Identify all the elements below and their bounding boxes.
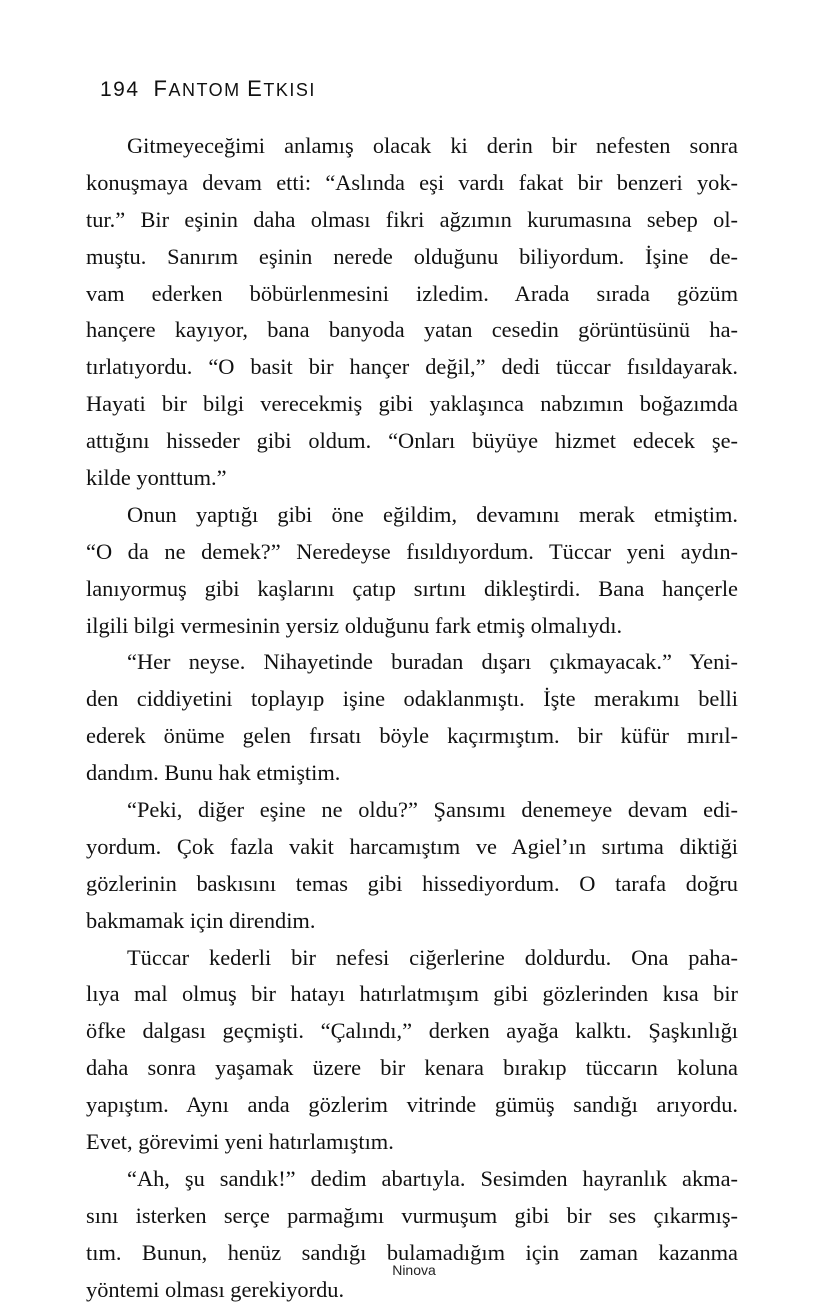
book-title-rest-1: ANTOM [168,80,248,100]
text-line: hançere kayıyor, bana banyoda yatan cesedin görüntüsünü ha- [86,317,738,343]
text-line: daha sonra yaşamak üzere bir kenara bırakıp tüccarın koluna [86,1055,738,1081]
text-line: den ciddiyetini toplayıp işine odaklanmıştı. İşte merakımı belli [86,686,738,712]
text-line: “Ah, şu sandık!” dedim abartıyla. Sesimden hayranlık akma- [127,1165,738,1191]
text-line: “Peki, diğer eşine ne oldu?” Şansımı denemeye devam edi- [127,797,738,823]
text-line: lıya mal olmuş bir hatayı hatırlatmışım gibi gözlerinden kısa bir [86,981,738,1007]
publisher-footer: Ninova [392,1262,436,1278]
text-line: Gitmeyeceğimi anlamış olacak ki derin bir nefesten sonra [127,133,738,158]
text-line: “Her neyse. Nihayetinde buradan dışarı çıkmayacak.” Yeni- [127,649,738,675]
page-number: 194 [100,78,140,101]
text-line: sını isterken serçe parmağımı vurmuşum gibi bir ses çıkarmış- [86,1202,738,1228]
text-line: “O da ne demek?” Neredeyse fısıldıyordum. Tüccar yeni aydın- [86,538,738,564]
text-line: bakmamak için direndim. [86,907,316,933]
text-line: tım. Bunun, henüz sandığı bulamadığım için zaman kazanma [86,1239,738,1265]
book-title-initial-1: F [153,76,169,101]
text-line: Hayati bir bilgi verecekmiş gibi yaklaşınca nabzımın boğazımda [86,391,738,417]
text-line: konuşmaya devam etti: “Aslında eşi vardı fakat bir benzeri yok- [86,169,738,195]
text-line: Onun yaptığı gibi öne eğildim, devamını merak etmiştim. [127,501,738,527]
text-line: yöntemi olması gerekiyordu. [86,1276,345,1302]
text-line: yapıştım. Aynı anda gözlerim vitrinde gümüş sandığı arıyordu. [86,1092,738,1118]
text-line: attığını hisseder gibi oldum. “Onları büyüye hizmet edecek şe- [86,428,738,454]
text-line: ilgili bilgi vermesinin yersiz olduğunu fark etmiş olmalıydı. [86,612,623,638]
body-text [86,128,738,1309]
text-line: öfke dalgası geçmişti. “Çalındı,” derken ayağa kalktı. Şaşkınlığı [86,1018,738,1044]
running-head [100,76,316,102]
text-line: lanıyormuş gibi kaşlarını çatıp sırtını dikleştirdi. Bana hançerle [86,575,738,601]
text-line: gözlerinin baskısını temas gibi hissediyordum. O tarafa doğru [86,870,738,896]
text-line: yordum. Çok fazla vakit harcamıştım ve Agiel’ın sırtıma diktiği [86,833,738,859]
book-title-initial-2: E [247,76,264,101]
text-line: tur.” Bir eşinin daha olması fikri ağzımın kurumasına sebep ol- [86,206,738,232]
text-line: ederek önüme gelen fırsatı böyle kaçırmıştım. bir küfür mırıl- [86,723,738,749]
text-line: dandım. Bunu hak etmiştim. [86,760,341,786]
text-line: Tüccar kederli bir nefesi ciğerlerine doldurdu. Ona paha- [127,944,738,970]
text-line: vam ederken böbürlenmesini izledim. Arada sırada gözüm [86,280,738,306]
text-line: muştu. Sanırım eşinin nerede olduğunu biliyordum. İşine de- [86,243,738,269]
text-line: tırlatıyordu. “O basit bir hançer değil,” dedi tüccar fısıldayarak. [86,354,738,380]
text-line: Evet, görevimi yeni hatırlamıştım. [86,1129,394,1155]
book-title-rest-2: TKISI [263,80,316,100]
text-line: kilde yonttum.” [86,465,227,491]
